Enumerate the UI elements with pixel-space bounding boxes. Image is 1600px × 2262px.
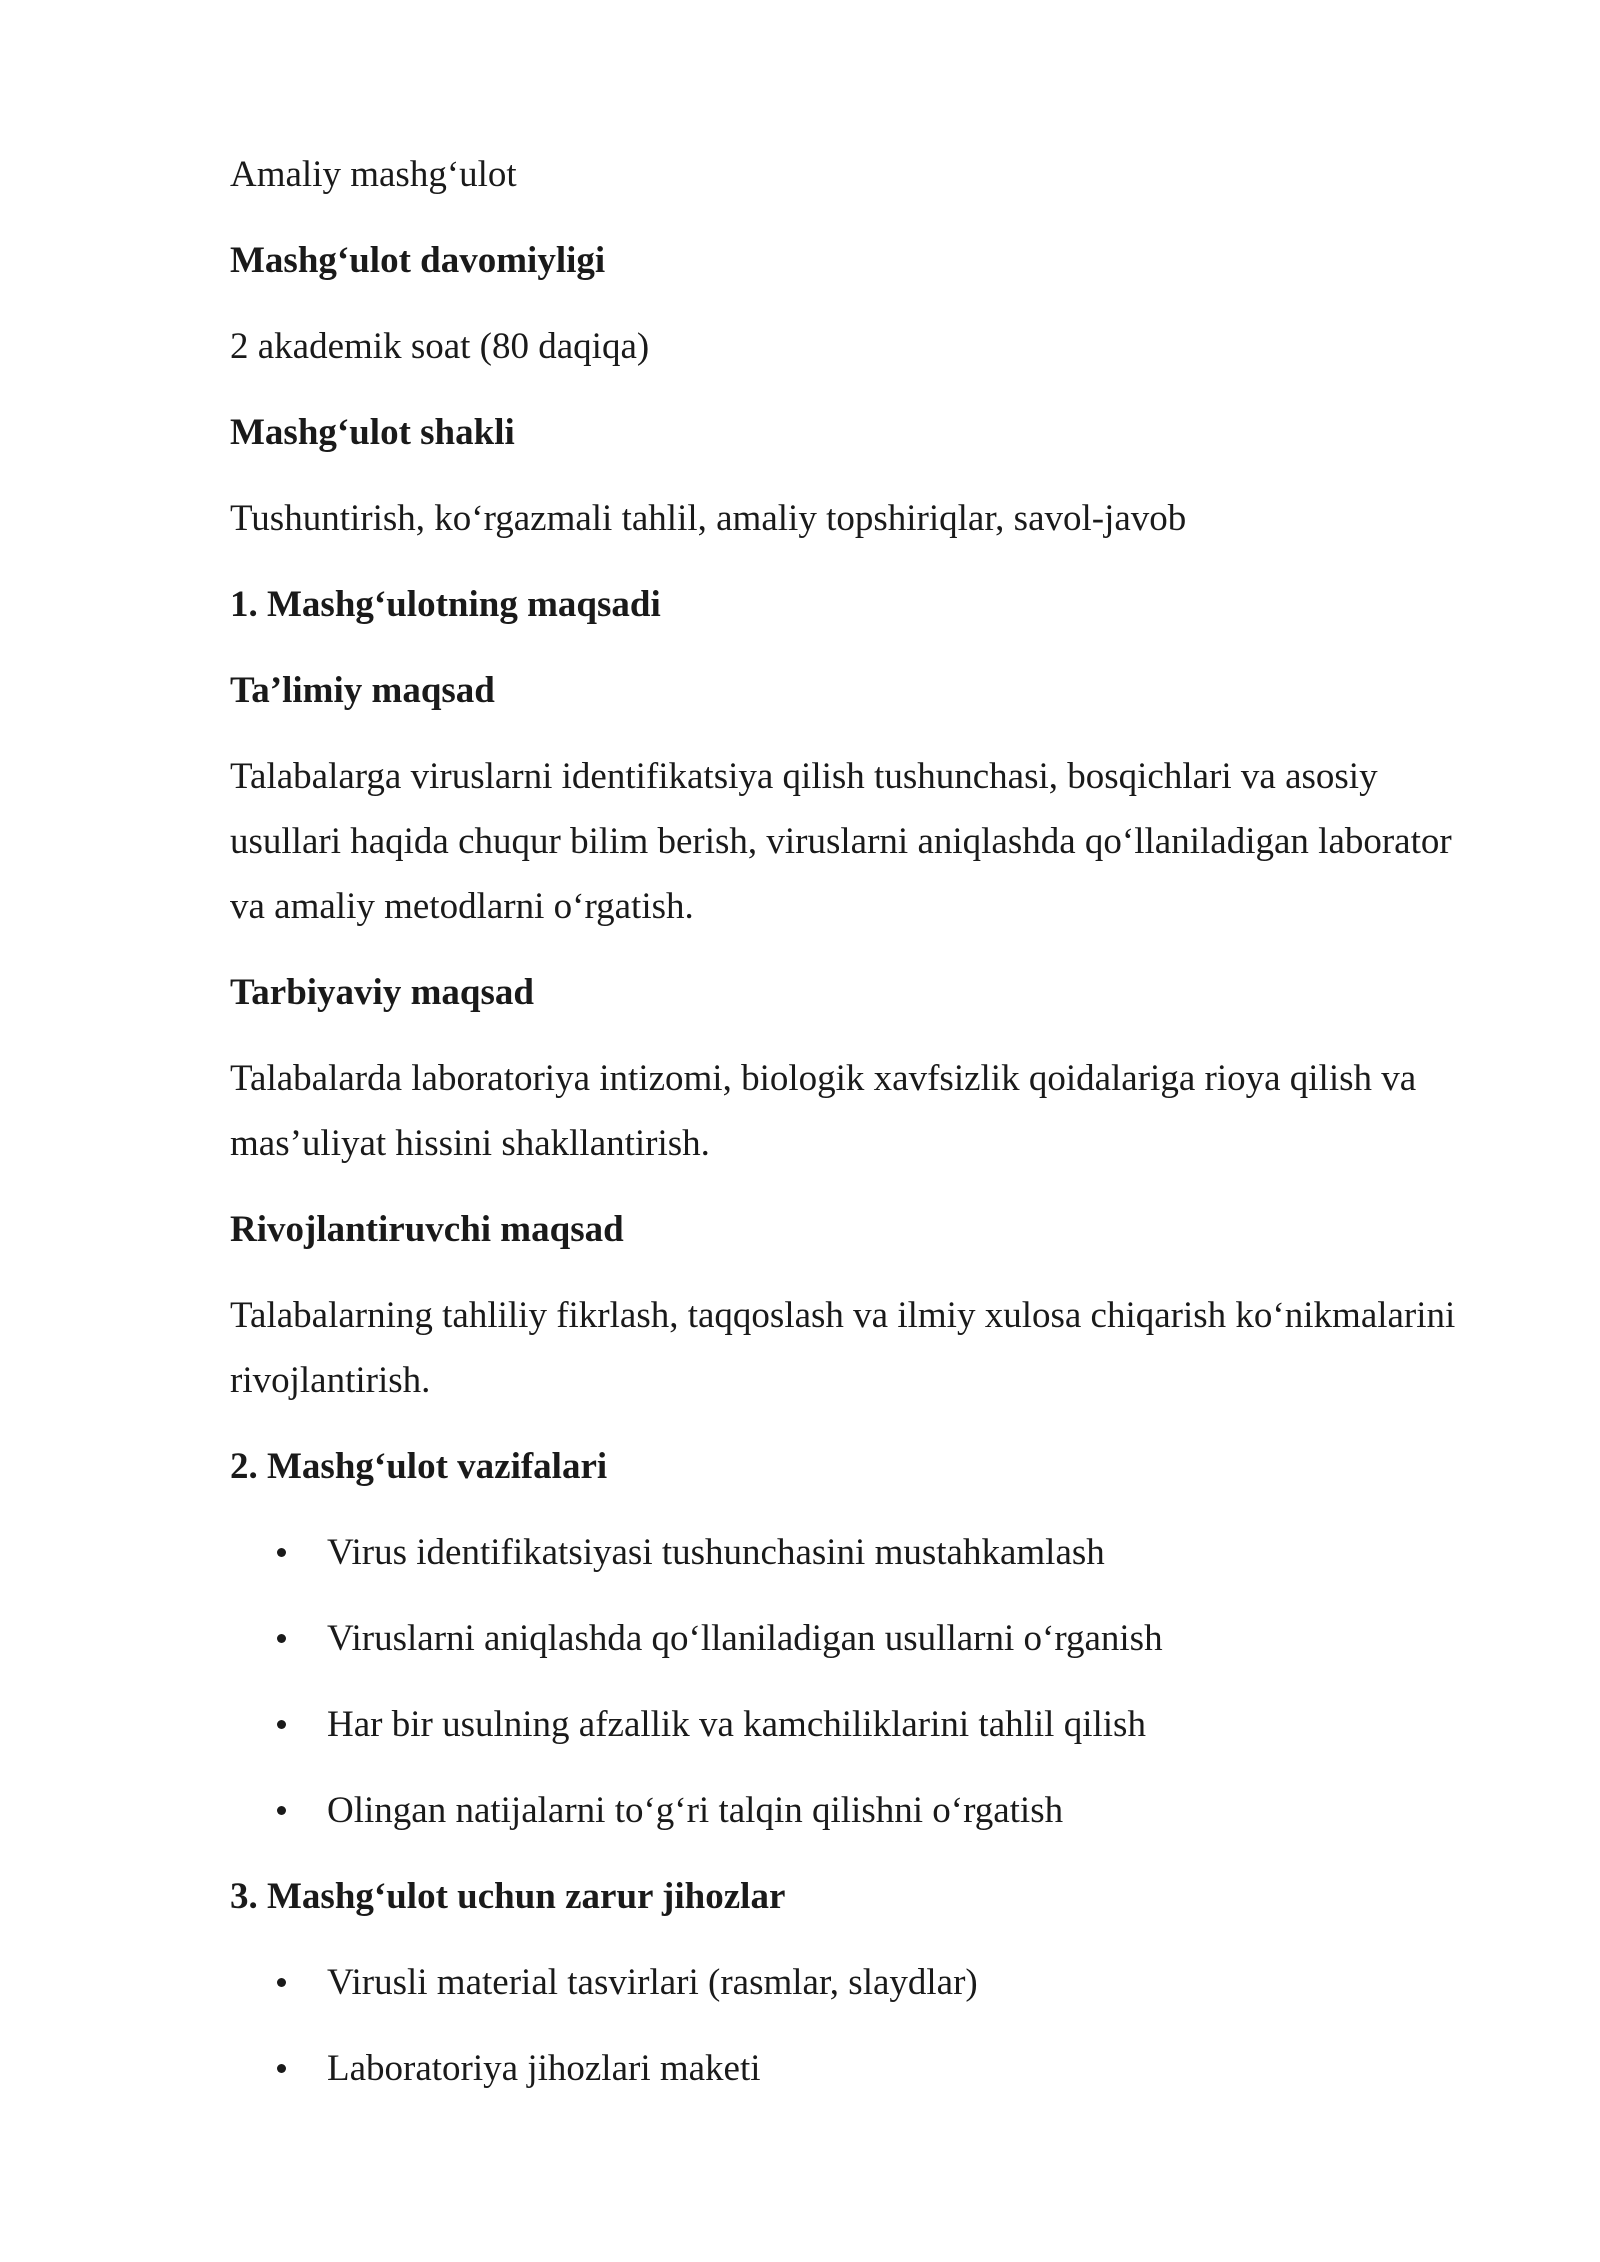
educational-goal-title: Ta’limiy maqsad xyxy=(230,670,495,711)
list-item-text: Laboratoriya jihozlari maketi xyxy=(327,2048,761,2089)
list-item-text: Har bir usulning afzallik va kamchiliklarini tahlil qilish xyxy=(327,1704,1146,1745)
form-value: Tushuntirish, ko‘rgazmali tahlil, amaliy topshiriqlar, savol-javob xyxy=(230,498,1187,539)
bullet-icon xyxy=(277,1548,286,1557)
section-3-title: 3. Mashg‘ulot uchun zarur jihozlar xyxy=(230,1876,786,1917)
developmental-goal-text: Talabalarning tahliliy fikrlash, taqqoslash va ilmiy xulosa chiqarish ko‘nikmalarini rivojlantirish. xyxy=(230,1295,1456,1401)
section-1-title: 1. Mashg‘ulotning maqsadi xyxy=(230,584,661,625)
duration-title: Mashg‘ulot davomiyligi xyxy=(230,240,606,281)
developmental-goal-title: Rivojlantiruvchi maqsad xyxy=(230,1209,624,1250)
form-title: Mashg‘ulot shakli xyxy=(230,412,515,453)
upbringing-goal-title: Tarbiyaviy maqsad xyxy=(230,972,534,1013)
bullet-icon xyxy=(277,1720,286,1729)
lesson-type-heading: Amaliy mashg‘ulot xyxy=(230,154,517,195)
bullet-icon xyxy=(277,1806,286,1815)
list-item-text: Virusli material tasvirlari (rasmlar, slaydlar) xyxy=(327,1962,978,2003)
upbringing-goal-text: Talabalarda laboratoriya intizomi, biologik xavfsizlik qoidalariga rioya qilish va mas’uliyat hissini shakllantirish. xyxy=(230,1058,1417,1164)
list-item-text: Virus identifikatsiyasi tushunchasini mustahkamlash xyxy=(327,1532,1105,1573)
bullet-icon xyxy=(277,1978,286,1987)
section-2-title: 2. Mashg‘ulot vazifalari xyxy=(230,1446,608,1487)
duration-value: 2 akademik soat (80 daqiqa) xyxy=(230,326,650,367)
educational-goal-text: Talabalarga viruslarni identifikatsiya qilish tushunchasi, bosqichlari va asosiy usullari haqida chuqur bilim berish, viruslarni aniqlashda qo‘llaniladigan laborator va amaliy metodlarni o‘rgatish. xyxy=(230,756,1452,927)
bullet-icon xyxy=(277,1634,286,1643)
list-item-text: Olingan natijalarni to‘g‘ri talqin qilishni o‘rgatish xyxy=(327,1790,1064,1831)
bullet-icon xyxy=(277,2064,286,2073)
list-item-text: Viruslarni aniqlashda qo‘llaniladigan usullarni o‘rganish xyxy=(327,1618,1163,1659)
